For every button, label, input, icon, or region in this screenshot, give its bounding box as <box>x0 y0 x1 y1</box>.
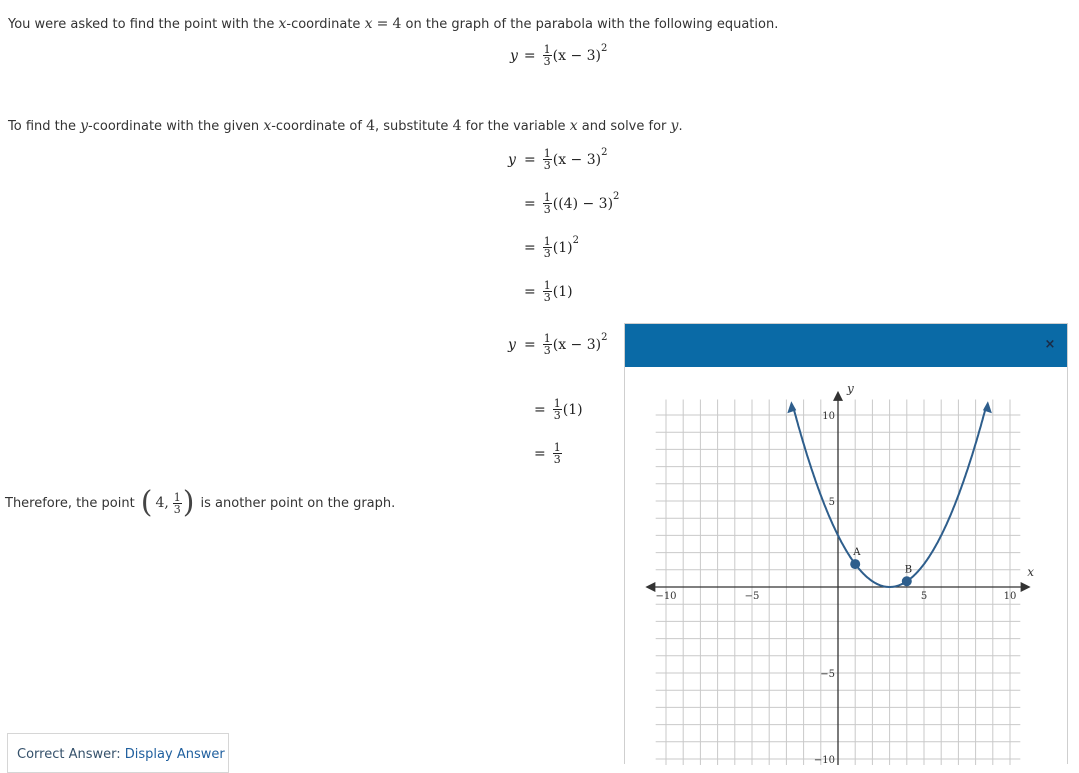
main-eq-body: (x − 3) <box>552 47 602 64</box>
step-6-fraction <box>553 398 562 421</box>
step-3-body: (1) <box>552 239 573 256</box>
step-7-den: 3 <box>553 453 561 466</box>
step-6 <box>528 398 583 421</box>
main-eq-sign: = <box>523 47 536 64</box>
x-axis-label: x <box>1027 565 1034 579</box>
step-6-eq: = <box>534 401 546 418</box>
step-4-den: 3 <box>543 291 551 304</box>
step-5-den: 3 <box>543 344 551 357</box>
conclusion-text <box>5 485 396 520</box>
step-3-den: 3 <box>543 247 551 260</box>
y-tick-label: 5 <box>828 497 835 508</box>
intro-middle: -coordinate <box>286 17 361 32</box>
step-6-den: 3 <box>553 409 561 422</box>
step-3 <box>508 236 579 259</box>
conclusion-after: is another point on the graph. <box>200 495 396 511</box>
step-3-exp: 2 <box>572 235 579 246</box>
display-answer-link[interactable]: Display Answer <box>124 747 225 762</box>
correct-answer-box <box>7 733 229 773</box>
x-tick-label: −10 <box>655 591 677 602</box>
sub-val2: 4 <box>452 118 462 134</box>
main-eq-num: 1 <box>543 43 551 56</box>
step-6-num: 1 <box>553 397 561 410</box>
step-1-exp: 2 <box>601 147 608 158</box>
main-eq-den: 3 <box>543 55 551 68</box>
sub-xvar2: x <box>569 118 578 134</box>
step-3-num: 1 <box>543 235 551 248</box>
substitute-text <box>8 118 683 134</box>
conclusion-den: 3 <box>173 502 181 516</box>
sub-p3: -coordinate of <box>271 119 362 134</box>
sub-p2: -coordinate with the given <box>88 119 260 134</box>
main-equation <box>510 44 607 67</box>
step-2-exp: 2 <box>613 191 620 202</box>
intro-xvar: x <box>278 16 287 32</box>
intro-after: on the graph of the parabola with the following equation. <box>405 17 779 32</box>
conclusion-x: 4, <box>155 495 169 511</box>
x-tick-label: −5 <box>744 591 760 602</box>
step-1-lhs: y <box>508 151 516 168</box>
graph-panel <box>624 323 1068 764</box>
step-3-fraction <box>543 236 552 259</box>
step-2 <box>508 192 619 215</box>
step-2-num: 1 <box>543 191 551 204</box>
right-paren-icon: ) <box>182 485 195 520</box>
correct-answer-row <box>17 747 225 762</box>
step-7-eq: = <box>534 445 546 462</box>
y-tick-label: −5 <box>820 669 835 680</box>
correct-answer-label: Correct Answer: <box>17 747 121 762</box>
step-5-num: 1 <box>543 332 551 345</box>
parabola-graph <box>625 367 1067 765</box>
step-5-body: (x − 3) <box>552 336 602 353</box>
main-eq-fraction <box>543 44 552 67</box>
close-icon[interactable]: × <box>1044 337 1056 352</box>
main-eq-exp: 2 <box>601 43 608 54</box>
sub-val1: 4 <box>366 118 375 134</box>
intro-eq-sign: = <box>376 16 389 32</box>
step-1-body: (x − 3) <box>552 151 602 168</box>
x-axis-right-arrow <box>1021 582 1031 592</box>
step-1-fraction <box>543 148 552 171</box>
step-4-eq: = <box>524 283 536 300</box>
intro-eq-val: 4 <box>392 16 402 32</box>
step-7-num: 1 <box>553 441 561 454</box>
sub-p1: To find the <box>8 119 76 134</box>
step-1-den: 3 <box>543 159 551 172</box>
sub-yvar2: y <box>670 118 679 134</box>
x-axis-left-arrow <box>645 582 655 592</box>
sub-p7: . <box>678 119 683 134</box>
step-6-body: (1) <box>562 401 583 418</box>
sub-xvar: x <box>263 118 272 134</box>
x-tick-label: 10 <box>1003 591 1017 602</box>
main-eq-lhs: y <box>510 47 518 64</box>
conclusion-fraction <box>173 492 182 515</box>
point-b-label: B <box>904 564 913 576</box>
left-paren-icon: ( <box>140 485 153 520</box>
y-tick-label: 10 <box>822 411 835 422</box>
step-5-lhs: y <box>508 336 516 353</box>
intro-eq-var: x <box>364 16 373 32</box>
point-a-label: A <box>853 547 861 559</box>
step-4 <box>508 280 573 303</box>
point-b-marker <box>902 576 912 586</box>
intro-text <box>8 16 778 32</box>
step-4-fraction <box>543 280 552 303</box>
sub-yvar: y <box>80 118 89 134</box>
sub-p5: for the variable <box>465 119 566 134</box>
step-2-eq: = <box>524 195 536 212</box>
step-1-eq: = <box>524 151 536 168</box>
graph-header[interactable] <box>625 324 1067 367</box>
intro-before: You were asked to find the point with the <box>8 17 275 32</box>
y-tick-label: −10 <box>813 755 835 765</box>
y-axis-up-arrow <box>833 391 843 401</box>
step-5-exp: 2 <box>601 332 608 343</box>
step-4-num: 1 <box>543 279 551 292</box>
step-7 <box>528 442 563 465</box>
step-4-body: (1) <box>552 283 573 300</box>
step-7-fraction <box>553 442 562 465</box>
step-5-fraction <box>543 333 552 356</box>
step-3-eq: = <box>524 239 536 256</box>
step-1-num: 1 <box>543 147 551 160</box>
sub-p6: and solve for <box>581 119 667 134</box>
sub-p4: , substitute <box>374 119 449 134</box>
step-2-body: ((4) − 3) <box>552 195 614 212</box>
step-2-den: 3 <box>543 203 551 216</box>
y-axis-label: y <box>847 381 854 396</box>
point-a-marker <box>850 559 860 569</box>
step-2-fraction <box>543 192 552 215</box>
conclusion-point <box>140 485 195 520</box>
conclusion-num: 1 <box>173 490 181 504</box>
conclusion-before: Therefore, the point <box>5 495 135 511</box>
step-1 <box>508 148 607 171</box>
step-5 <box>508 333 607 356</box>
x-tick-label: 5 <box>920 591 928 602</box>
step-5-eq: = <box>524 336 536 353</box>
